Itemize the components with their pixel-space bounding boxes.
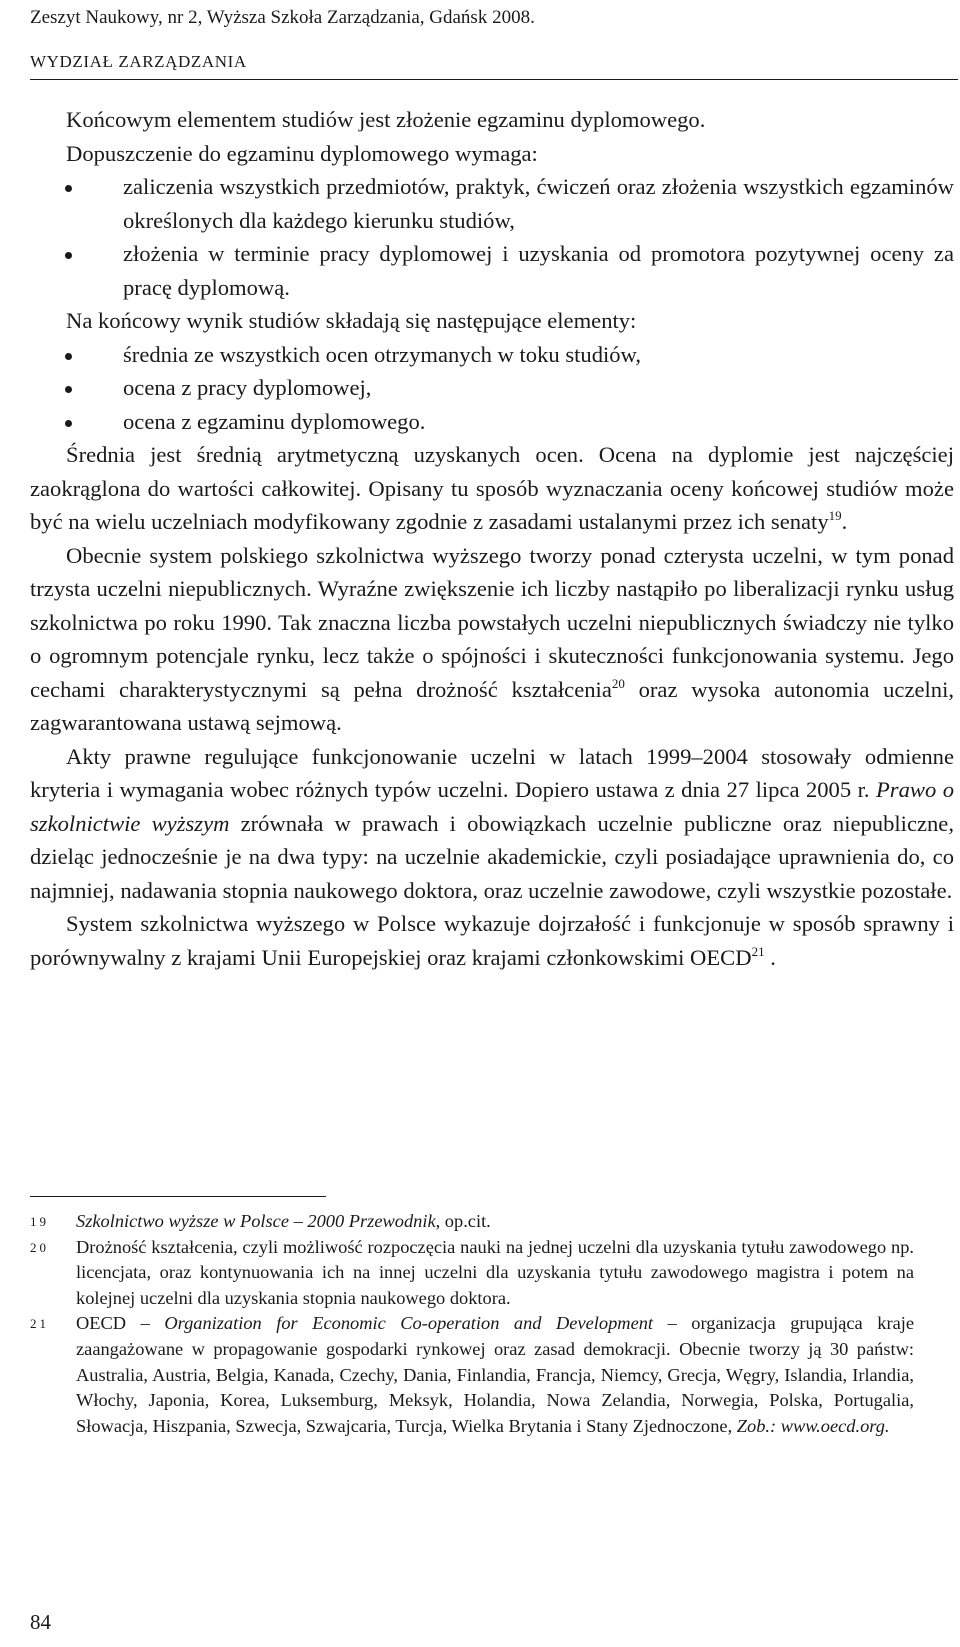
paragraph-2: Dopuszczenie do egzaminu dyplomowego wymaga: xyxy=(66,140,538,166)
footnote-ref-19: 19 xyxy=(828,508,842,523)
paragraph-4 xyxy=(30,438,954,539)
page-number: 84 xyxy=(30,1610,51,1634)
requirements-list xyxy=(30,170,954,304)
paragraph-7 xyxy=(30,907,954,974)
list-item: ocena z pracy dyplomowej, xyxy=(123,371,954,405)
footnotes xyxy=(30,1209,914,1439)
law-title: Prawo o szkolnictwie wyższym xyxy=(30,777,954,836)
footnote-number: 21 xyxy=(30,1316,49,1332)
journal-header: Zeszyt Naukowy, nr 2, Wyższa Szkoła Zarządzania, Gdańsk 2008. xyxy=(30,7,535,28)
paragraph-4-text: Średnia jest średnią arytmetyczną uzyskanych ocen. Ocena na dyplomie jest najczęściej zaokrąglona do wartości całkowitej. Opisany tu sposób wyznaczania oceny końcowej studiów może być na wielu uczelniach modyfikowany zgodnie z zasadami ustalanymi przez ich senaty xyxy=(30,442,954,534)
list-item: złożenia w terminie pracy dyplomowej i uzyskania od promotora pozytywnej oceny za pracę dyplomową. xyxy=(123,237,954,304)
footnote-ref-21: 21 xyxy=(751,943,765,959)
footnote-number: 19 xyxy=(30,1214,49,1229)
paragraph-5 xyxy=(30,539,954,740)
footnote-link: Zob.: www.oecd.org. xyxy=(736,1415,890,1436)
paragraph-4-end: . xyxy=(841,509,848,534)
faculty-name: WYDZIAŁ ZARZĄDZANIA xyxy=(30,52,247,71)
paragraph-7-text: System szkolnictwa wyższego w Polsce wykazuje dojrzałość i funkcjonuje w sposób sprawny i porównywalny z krajami Unii Europejskiej oraz krajami członkowskimi OECD xyxy=(30,911,954,970)
body-text xyxy=(30,103,954,974)
footnote-ref-20: 20 xyxy=(611,675,625,691)
footnote-lead: OECD – xyxy=(76,1313,165,1334)
paragraph-1: Końcowym elementem studiów jest złożenie egzaminu dyplomowego. xyxy=(66,107,706,132)
footnote-text: – organizacja grupująca kraje zaangażowane w propagowanie gospodarki rynkowej oraz zasad demokracji. Obecnie tworzy ją 30 państw: Australia, Austria, Belgia, Kanada, Czechy, Dania, Finlandia, Francja, Niemcy, Grecja, Węgry, Islandia, Irlandia, Włochy, Japonia, Korea, Luksemburg, Meksyk, Holandia, Nowa Zelandia, Norwegia, Polska, Portugalia, Słowacja, Hiszpania, Szwecja, Szwajcaria, Turcja, Wielka Brytania i Stany Zjednoczone, xyxy=(76,1313,914,1436)
footnote-20 xyxy=(30,1235,914,1312)
paragraph-5-text-b: oraz wysoka autonomia uczelni, zagwarantowana ustawą sejmową. xyxy=(30,676,954,735)
footnote-21 xyxy=(30,1311,914,1439)
paragraph-6 xyxy=(30,740,954,908)
paragraph-6-text-a: Akty prawne regulujące funkcjonowanie uczelni w latach 1999–2004 stosowały odmienne kryteria i wymagania wobec różnych typów uczelni. Dopiero ustawa z dnia 27 lipca 2005 r. xyxy=(30,743,954,802)
footnote-text: Drożność kształcenia, czyli możliwość rozpoczęcia nauki na jednej uczelni dla uzyskania tytułu zawodowego np. licencjata, oraz kontynuowania ich na innej uczelni dla uzyskania tytułu zawodowego magistra i potem na kolejnej uczelni dla uzyskania stopnia naukowego doktora. xyxy=(76,1236,914,1308)
list-item: średnia ze wszystkich ocen otrzymanych w toku studiów, xyxy=(123,338,954,372)
elements-list xyxy=(30,338,954,439)
paragraph-6-text-b: zrównała w prawach i obowiązkach uczelnie publiczne oraz niepubliczne, dzieląc jednocześnie je na dwa typy: na uczelnie akademickie, czyli posiadające uprawnienia do, co najmniej, nadawania stopnia naukowego doktora, oraz uczelnie zawodowe, czyli wszystkie pozostałe. xyxy=(30,810,954,903)
list-item: ocena z egzaminu dyplomowego. xyxy=(123,405,954,439)
paragraph-3: Na końcowy wynik studiów składają się następujące elementy: xyxy=(66,308,637,333)
footnote-19 xyxy=(30,1209,914,1235)
list-item: zaliczenia wszystkich przedmiotów, praktyk, ćwiczeń oraz złożenia wszystkich egzaminów określonych dla każdego kierunku studiów, xyxy=(123,170,954,237)
footnote-number: 20 xyxy=(30,1239,49,1255)
footnote-italic: Szkolnictwo wyższe w Polsce – 2000 Przewodnik xyxy=(76,1211,436,1231)
footnote-italic: Organization for Economic Co-operation and Development xyxy=(164,1313,654,1334)
paragraph-7-end: . xyxy=(764,944,776,970)
paragraph-5-text-a: Obecnie system polskiego szkolnictwa wyższego tworzy ponad czterysta uczelni, w tym ponad trzysta uczelni niepublicznych. Wyraźne zwiększenie ich liczby nastąpiło po liberalizacji rynku usług szkolnictwa po roku 1990. Tak znaczna liczba powstałych uczelni niepublicznych świadczy nie tylko o ogromnym potencjale rynku, lecz także o spójności i skuteczności funkcjonowania systemu. Jego cechami charakterystycznymi są pełna drożność kształcenia xyxy=(30,542,954,702)
header-rule xyxy=(30,79,958,80)
footnote-text: , op.cit. xyxy=(435,1211,491,1231)
footnote-rule xyxy=(30,1196,326,1197)
